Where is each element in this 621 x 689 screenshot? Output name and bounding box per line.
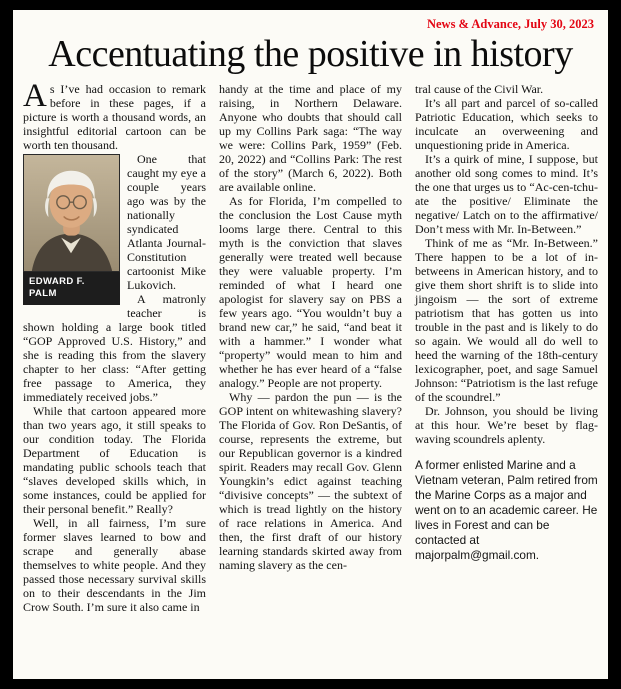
paragraph: [23, 78, 206, 152]
paragraph: A matronly teacher is shown holding a large book titled “GOP Approved U.S. History,” and she is reading this from the slavery chapter to her class: “After getting free passage to America, they immediately received jobs.”: [23, 292, 206, 404]
column-3: [415, 82, 598, 563]
paragraph: Why — pardon the pun — is the GOP intent on whitewashing slavery? The Florida of Gov. Ron DeSantis, of course, represents the extreme, but our Republican governor is a kindred spirit. Readers may recall Gov. Glenn Youngkin’s edict against teaching “divisive concepts” — the subtext of which is tread lightly on the history of race relations in America. And then, the first draft of our history learning standards skirted away from naming slavery as the cen-: [219, 390, 402, 572]
paragraph: Think of me as “Mr. In-Between.” There happen to be a lot of in-betweens in American history, and to give them short shrift is to slide into jingoism — the sort of extreme patriotism that has gotten us into trouble in the past and is likely to do so again. We would all do well to heed the warning of the 18th-century lexicographer, poet, and sage Samuel Johnson: “Patriotism is the last refuge of the scoundrel.”: [415, 236, 598, 404]
masthead-dateline: News & Advance, July 30, 2023: [426, 17, 594, 31]
paragraph: Well, in all fairness, I’m sure former slaves learned to bow and scrape and generally abase themselves to white people. And they passed those necessary survival skills on to their descendants in the Jim Crow South. I’m sure it also came in: [23, 516, 206, 614]
portrait-illustration: [24, 155, 119, 271]
newspaper-page: [13, 10, 608, 679]
drop-cap: A: [23, 78, 47, 114]
author-portrait-photo: [23, 154, 120, 272]
author-bio: A former enlisted Marine and a Vietnam veteran, Palm retired from the Marine Corps as a major and went on to an academic career. He lives in Forest and can be contacted at majorpalm@gmail.com.: [415, 458, 598, 562]
author-photo-block: [23, 154, 120, 305]
paragraph: It’s a quirk of mine, I suppose, but another old song comes to mind. It’s the one that urges us to “Ac-cen-tchu-ate the positive/ Eliminate the negative/ Latch on to the affirmative/ Don’t mess with Mr. In-Between.”: [415, 152, 598, 236]
paragraph: Dr. Johnson, you should be living at this hour. We’re beset by flag-waving scoundrels aplenty.: [415, 404, 598, 446]
column-2: [219, 82, 402, 572]
paragraph: As for Florida, I’m compelled to the conclusion the Lost Cause myth looms large there. Central to this myth is the conviction that slaves generally were treated well because they were valuable property. I’m reminded of what I heard one apologist for slavery say on PBS a few years ago. “You wouldn’t buy a brand new car,” he said, “and beat it with a hammer.” I wonder what “property” would mean to him and whether he has ever heard of a “false analogy.” People are not property.: [219, 194, 402, 390]
paragraph: One that caught my eye a couple years ago was by the nationally syndicated Atlanta Journal-Constitution cartoonist Mike Lukovich.: [127, 152, 206, 292]
photo-caption: [23, 272, 120, 305]
column-1: [23, 78, 206, 614]
paragraph: handy at the time and place of my raising, in Northern Delaware. Anyone who doubts that should call up my Collins Park saga: “The way we were: Collins Park, 1959” (Feb. 20, 2022) and “Collins Park: The rest of the story” (March 6, 2022). Both are available online.: [219, 82, 402, 194]
paragraph-text: s I’ve had occasion to remark before in these pages, if a picture is worth a thousand words, an insightful editorial cartoon can be worth ten thousand.: [23, 82, 206, 152]
paragraph: It’s all part and parcel of so-called Patriotic Education, which seeks to inculcate an overweening and unquestioning pride in America.: [415, 96, 598, 152]
photo-caption-line2: PALM: [29, 288, 57, 299]
article-headline: Accentuating the positive in history: [48, 33, 573, 75]
paragraph: While that cartoon appeared more than two years ago, it still speaks to our condition today. The Florida Department of Education is mandating public schools teach that “slaves developed skills which, in some instances, could be applied for their personal benefit.” Really?: [23, 404, 206, 516]
photo-caption-line1: EDWARD F.: [29, 276, 85, 287]
paragraph: tral cause of the Civil War.: [415, 82, 544, 96]
article-columns: [23, 78, 598, 614]
